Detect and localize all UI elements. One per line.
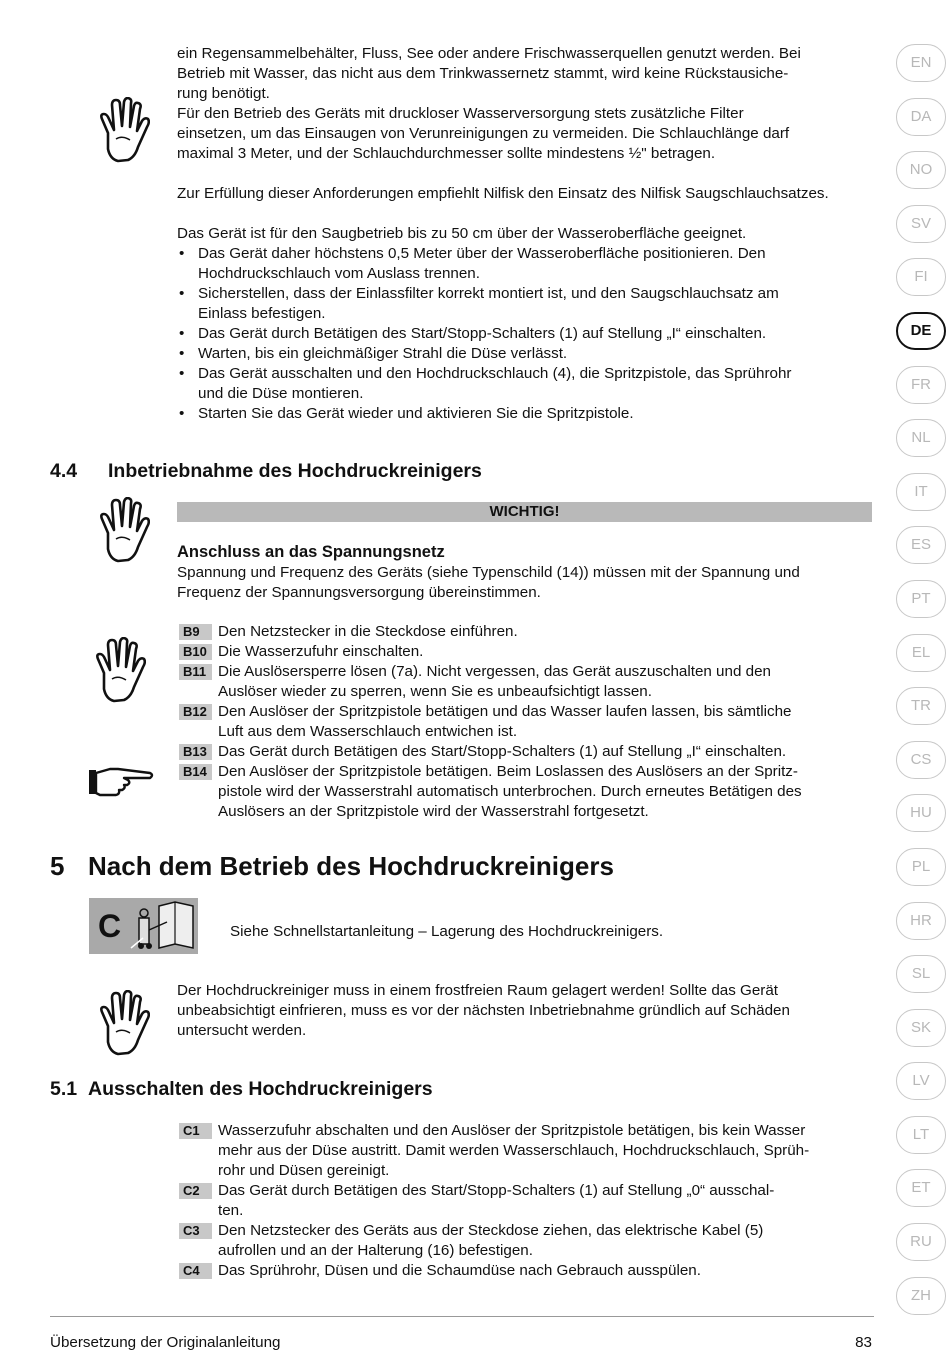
shutdown-step-c3: C3 Den Netzstecker des Geräts aus der Steckdose ziehen, das elektrische Kabel (5) aufrollen und an der Halterung (16) befestigen. bbox=[177, 1221, 877, 1261]
language-tab-list bbox=[896, 44, 948, 1330]
intro-bullet-item: • Das Gerät daher höchstens 0,5 Meter über der Wasseroberfläche positionieren. Den Hochdruckschlauch vom Auslass trennen. bbox=[177, 244, 877, 284]
step-code-badge: C1 bbox=[179, 1123, 212, 1139]
intro-bullet-item: • Das Gerät ausschalten und den Hochdruckschlauch (4), die Spritzpistole, das Sprührohr und die Düse montieren. bbox=[177, 364, 877, 404]
language-tab-tr[interactable]: TR bbox=[896, 687, 946, 725]
language-tab-lv[interactable]: LV bbox=[896, 1062, 946, 1100]
step-code-badge: B10 bbox=[179, 644, 212, 660]
language-tab-it[interactable]: IT bbox=[896, 473, 946, 511]
intro-paragraph-3: Zur Erfüllung dieser Anforderungen empfiehlt Nilfisk den Einsatz des Nilfisk Saugschlauchsatzes. bbox=[177, 185, 829, 202]
step-code-badge: B9 bbox=[179, 624, 212, 640]
startup-step-list bbox=[177, 622, 877, 822]
step-code-badge: B11 bbox=[179, 664, 212, 680]
intro-paragraph-4: Das Gerät ist für den Saugbetrieb bis zu 50 cm über der Wasseroberfläche geeignet. bbox=[177, 225, 747, 242]
shutdown-step-c2: C2 Das Gerät durch Betätigen des Start/Stopp-Schalters (1) auf Stellung „0“ ausschal- ten. bbox=[177, 1181, 877, 1221]
language-tab-et[interactable]: ET bbox=[896, 1169, 946, 1207]
language-tab-es[interactable]: ES bbox=[896, 526, 946, 564]
language-tab-ru[interactable]: RU bbox=[896, 1223, 946, 1261]
language-tab-pl[interactable]: PL bbox=[896, 848, 946, 886]
language-tab-sl[interactable]: SL bbox=[896, 955, 946, 993]
language-tab-zh[interactable]: ZH bbox=[896, 1277, 946, 1315]
language-tab-el[interactable]: EL bbox=[896, 634, 946, 672]
step-code-badge: B12 bbox=[179, 704, 212, 720]
page-number: 83 bbox=[855, 1334, 872, 1351]
startup-step-b13: B13 Das Gerät durch Betätigen des Start/Stopp-Schalters (1) auf Stellung „I“ einschalten. bbox=[177, 742, 877, 762]
language-tab-hr[interactable]: HR bbox=[896, 902, 946, 940]
language-tab-hu[interactable]: HU bbox=[896, 794, 946, 832]
intro-bullet-item: • Das Gerät durch Betätigen des Start/Stopp-Schalters (1) auf Stellung „I“ einschalten. bbox=[177, 324, 877, 344]
quickstart-letter: C bbox=[98, 908, 122, 944]
power-text: Spannung und Frequenz des Geräts (siehe Typenschild (14)) müssen mit der Spannung und Frequenz der Spannungsversorgung übereinstimmen. bbox=[177, 564, 800, 601]
startup-step-b14: B14 Den Auslöser der Spritzpistole betätigen. Beim Loslassen des Auslösers an der Spritz- pistole wird der Wasserstrahl automatisch unterbrochen. Durch erneutes Betätigen des Auslösers an der Spritzpistole wird der Wasserstrahl fortgesetzt. bbox=[177, 762, 877, 822]
startup-step-b12: B12 Den Auslöser der Spritzpistole betätigen und das Wasser laufen lassen, bis sämtliche Luft aus dem Wasserschlauch entwichen ist. bbox=[177, 702, 877, 742]
language-tab-pt[interactable]: PT bbox=[896, 580, 946, 618]
startup-step-b10: B10 Die Wasserzufuhr einschalten. bbox=[177, 642, 877, 662]
intro-paragraph-2: Für den Betrieb des Geräts mit druckloser Wasserversorgung stets zusätzliche Filter einsetzen, um das Einsaugen von Verunreinigungen zu vermeiden. Die Schlauchlänge darf maximal 3 Meter, und der Schlauchdurchmesser sollte mindestens ½" betragen. bbox=[177, 105, 790, 162]
quickstart-storage-icon bbox=[89, 898, 198, 954]
step-code-badge: C4 bbox=[179, 1263, 212, 1279]
language-tab-de[interactable]: DE bbox=[896, 312, 946, 350]
language-tab-sv[interactable]: SV bbox=[896, 205, 946, 243]
power-subheading: Anschluss an das Spannungsnetz bbox=[177, 543, 445, 561]
section-5-1-heading: 5.1 Ausschalten des Hochdruckreinigers bbox=[50, 1078, 433, 1100]
section-4-4-heading: 4.4 Inbetriebnahme des Hochdruckreinigers bbox=[50, 460, 482, 482]
language-tab-da[interactable]: DA bbox=[896, 98, 946, 136]
language-tab-no[interactable]: NO bbox=[896, 151, 946, 189]
language-tab-fr[interactable]: FR bbox=[896, 366, 946, 404]
hand-stop-icon bbox=[94, 990, 150, 1056]
intro-bullet-item: • Sicherstellen, dass der Einlassfilter korrekt montiert ist, und den Saugschlauchsatz am Einlass befestigen. bbox=[177, 284, 877, 324]
step-code-badge: C2 bbox=[179, 1183, 212, 1199]
pointing-hand-icon bbox=[88, 764, 154, 798]
language-tab-en[interactable]: EN bbox=[896, 44, 946, 82]
frost-warning: Der Hochdruckreiniger muss in einem frostfreien Raum gelagert werden! Sollte das Gerät unbeabsichtigt einfrieren, muss es vor der nächsten Inbetriebnahme gründlich auf Schäden untersucht werden. bbox=[177, 982, 790, 1039]
footer-title: Übersetzung der Originalanleitung bbox=[50, 1334, 281, 1351]
language-tab-cs[interactable]: CS bbox=[896, 741, 946, 779]
power-connection-block bbox=[177, 541, 877, 603]
intro-bullet-list bbox=[177, 244, 877, 424]
hand-stop-icon bbox=[94, 497, 150, 563]
shutdown-step-c1: C1 Wasserzufuhr abschalten und den Auslöser der Spritzpistole betätigen, bis kein Wasser mehr aus der Düse austritt. Damit werden Wasserschlauch, Hochdruckschlauch, Sprüh- rohr und Düsen gereinigt. bbox=[177, 1121, 877, 1181]
quickstart-reference: Siehe Schnellstartanleitung – Lagerung des Hochdruckreinigers. bbox=[230, 923, 664, 940]
intro-bullet-item: • Warten, bis ein gleichmäßiger Strahl die Düse verlässt. bbox=[177, 344, 877, 364]
language-tab-nl[interactable]: NL bbox=[896, 419, 946, 457]
important-banner: WICHTIG! bbox=[177, 502, 872, 522]
language-tab-fi[interactable]: FI bbox=[896, 258, 946, 296]
intro-paragraph-1: ein Regensammelbehälter, Fluss, See oder andere Frischwasserquellen genutzt werden. Bei Betrieb mit Wasser, das nicht aus dem Trinkwassernetz stammt, wird keine Rückstausiche- rung benötigt. bbox=[177, 45, 801, 102]
intro-block bbox=[177, 44, 877, 424]
language-tab-lt[interactable]: LT bbox=[896, 1116, 946, 1154]
step-code-badge: C3 bbox=[179, 1223, 212, 1239]
startup-step-b9: B9 Den Netzstecker in die Steckdose einführen. bbox=[177, 622, 877, 642]
chapter-5-heading: 5 Nach dem Betrieb des Hochdruckreinigers bbox=[50, 851, 614, 881]
hand-stop-icon bbox=[94, 97, 150, 163]
step-code-badge: B14 bbox=[179, 764, 212, 780]
shutdown-step-list bbox=[177, 1121, 877, 1281]
step-code-badge: B13 bbox=[179, 744, 212, 760]
intro-bullet-item: • Starten Sie das Gerät wieder und aktivieren Sie die Spritzpistole. bbox=[177, 404, 877, 424]
shutdown-step-c4: C4 Das Sprührohr, Düsen und die Schaumdüse nach Gebrauch ausspülen. bbox=[177, 1261, 877, 1281]
startup-step-b11: B11 Die Auslösersperre lösen (7a). Nicht vergessen, das Gerät auszuschalten und den Auslöser wieder zu sperren, wenn Sie es unbeaufsichtigt lassen. bbox=[177, 662, 877, 702]
language-tab-sk[interactable]: SK bbox=[896, 1009, 946, 1047]
hand-stop-icon bbox=[90, 637, 146, 703]
footer-divider bbox=[50, 1316, 874, 1317]
